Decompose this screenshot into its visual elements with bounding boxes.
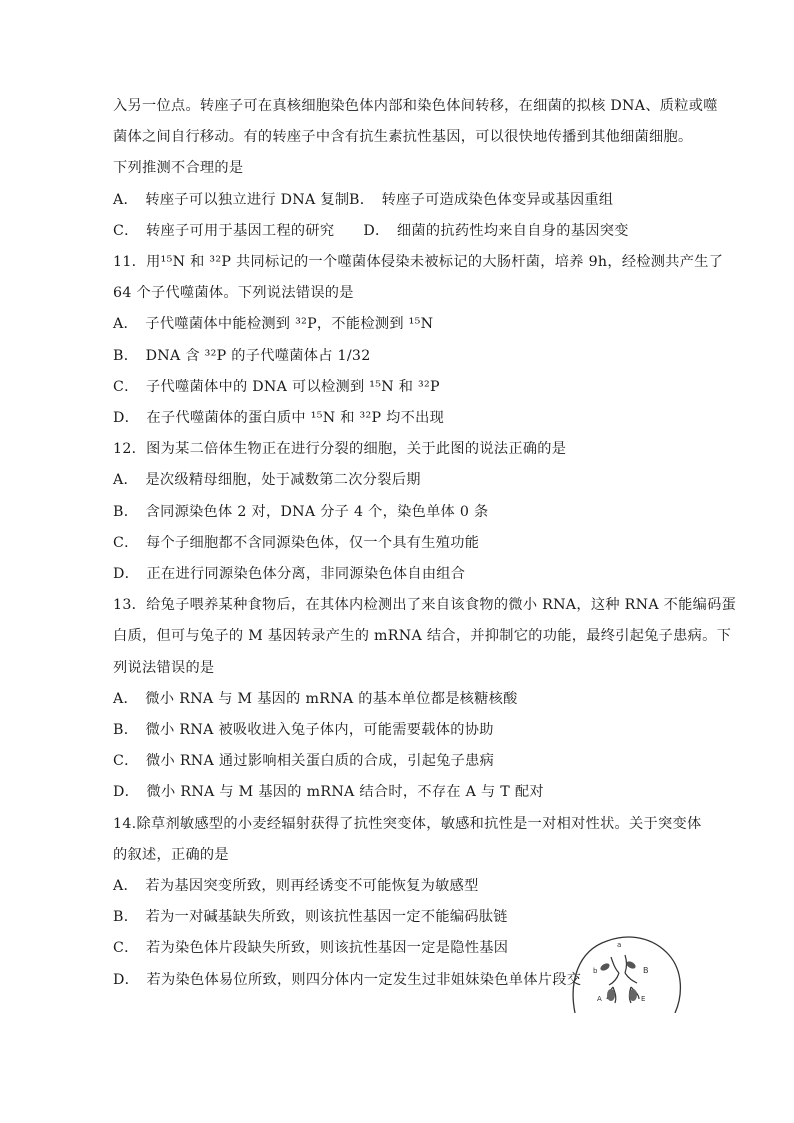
- q12-option-c: C． 每个子细胞都不含同源染色体，仅一个具有生殖功能: [113, 535, 480, 551]
- q14-stem: 的叙述，正确的是: [113, 847, 229, 863]
- q13-stem: 列说法错误的是: [113, 660, 215, 676]
- figure-label: E: [641, 995, 646, 1003]
- q10-option-b: B． 转座子可造成染色体变异或基因重组: [349, 192, 614, 208]
- q11-option-a: A． 子代噬菌体中能检测到 ³²P，不能检测到 ¹⁵N: [113, 316, 434, 332]
- q14-stem: 14.除草剂敏感型的小麦经辐射获得了抗性突变体，敏感和抗性是一对相对性状。关于突变体: [113, 816, 702, 832]
- q13-option-d: D． 微小 RNA 与 M 基因的 mRNA 结合时，不存在 A 与 T 配对: [113, 784, 544, 800]
- q14-option-c: C． 若为染色体片段缺失所致，则该抗性基因一定是隐性基因: [113, 940, 509, 956]
- q13-option-b: B． 微小 RNA 被吸收进入兔子体内，可能需要载体的协助: [113, 722, 494, 738]
- chromosome: [625, 955, 627, 973]
- chromosome-arm: [599, 962, 611, 972]
- q11-option-d: D． 在子代噬菌体的蛋白质中 ¹⁵N 和 ³²P 均不出现: [113, 410, 445, 426]
- q14-option-b: B． 若为一对碱基缺失所致，则该抗性基因一定不能编码肽链: [113, 909, 508, 925]
- q12-option-a: A． 是次级精母细胞，处于减数第二次分裂后期: [113, 472, 421, 488]
- q12-option-b: B． 含同源染色体 2 对，DNA 分子 4 个，染色单体 0 条: [113, 504, 489, 520]
- q11-option-b: B． DNA 含 ³²P 的子代噬菌体占 1/32: [113, 348, 371, 364]
- chromosome-group-top: [609, 955, 637, 985]
- text-line: 菌体之间自行移动。有的转座子中含有抗生素抗性基因，可以很快地传播到其他细菌细胞。: [113, 129, 693, 145]
- text-line: 下列推测不合理的是: [113, 160, 244, 176]
- q11-stem: 11．用¹⁵N 和 ³²P 共同标记的一个噬菌体侵染未被标记的大肠杆菌，培养 9h，经检测共产生了: [113, 254, 724, 270]
- figure-label: a: [617, 941, 622, 949]
- q11-stem: 64 个子代噬菌体。下列说法错误的是: [113, 285, 354, 301]
- cell-division-figure: [567, 933, 685, 1013]
- q13-stem: 白质，但可与兔子的 M 基因转录产生的 mRNA 结合，并抑制它的功能，最终引起兔子患病。下: [113, 628, 732, 644]
- q13-option-c: C． 微小 RNA 通过影响相关蛋白质的合成，引起兔子患病: [113, 753, 495, 769]
- text-line: 入另一位点。转座子可在真核细胞染色体内部和染色体间转移，在细菌的拟核 DNA、质粒或噬: [113, 98, 718, 114]
- chromosome: [609, 973, 619, 985]
- q10-options-ab: [113, 190, 613, 210]
- q13-option-a: A． 微小 RNA 与 M 基因的 mRNA 的基本单位都是核糖核酸: [113, 691, 518, 707]
- chromosome: [625, 973, 637, 983]
- figure-label: b: [593, 967, 598, 975]
- q14-option-a: A． 若为基因突变所致，则再经诱变不可能恢复为敏感型: [113, 878, 479, 894]
- q10-option-a: A． 转座子可以独立进行 DNA 复制: [113, 192, 350, 208]
- q10-options-cd: C． 转座子可用于基因工程的研究 D． 细菌的抗药性均来自自身的基因突变: [113, 223, 629, 239]
- figure-label: A: [597, 995, 602, 1003]
- q12-option-d: D． 正在进行同源染色体分离，非同源染色体自由组合: [113, 566, 466, 582]
- chromosome-body: [629, 989, 637, 1001]
- q11-option-c: C． 子代噬菌体中的 DNA 可以检测到 ¹⁵N 和 ³²P: [113, 379, 440, 395]
- q12-stem: 12．图为某二倍体生物正在进行分裂的细胞，关于此图的说法正确的是: [113, 441, 567, 457]
- chromosome-body: [607, 989, 615, 1001]
- cell-diagram: [567, 933, 685, 1013]
- q13-stem: 13．给兔子喂养某种食物后，在其体内检测出了来自该食物的微小 RNA，这种 RNA 不能编码蛋: [113, 597, 737, 613]
- q14-option-d: D． 若为染色体易位所致，则四分体内一定发生过非姐妹染色单体片段交: [113, 972, 582, 988]
- figure-label: B: [643, 966, 649, 975]
- chromosome: [611, 957, 619, 973]
